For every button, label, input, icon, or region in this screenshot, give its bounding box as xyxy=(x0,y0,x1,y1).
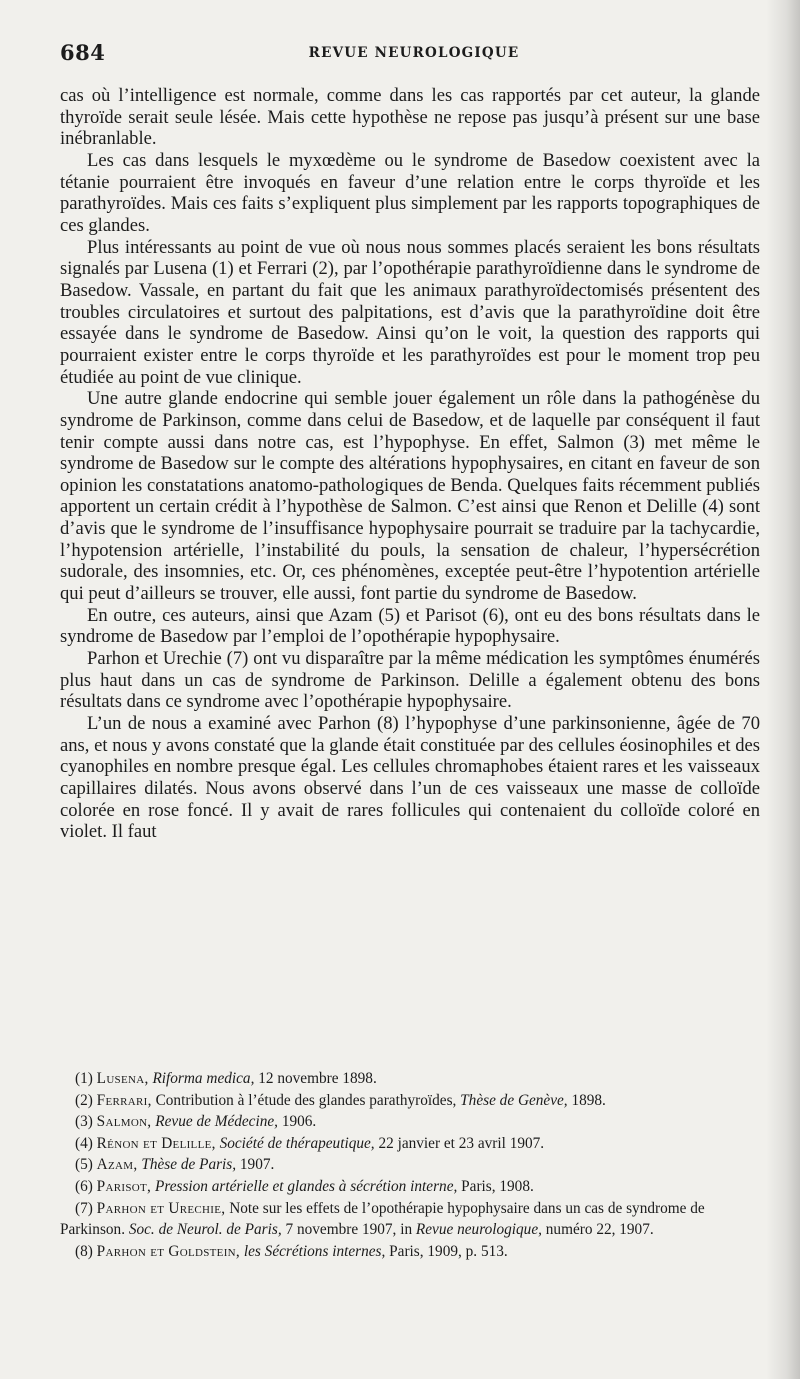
running-title: REVUE NEUROLOGIQUE xyxy=(308,45,520,61)
footnote-detail: 1907. xyxy=(239,1156,275,1174)
footnote-number: (3) xyxy=(75,1113,93,1131)
footnote-detail: 22 janvier et 23 avril 1907. xyxy=(378,1134,545,1152)
footnote-number: (6) xyxy=(75,1177,93,1195)
footnote xyxy=(60,1241,760,1263)
page-header xyxy=(60,40,768,68)
footnote-number: (8) xyxy=(75,1242,93,1260)
footnote xyxy=(60,1133,760,1155)
footnote-title: Thèse de Genève, xyxy=(460,1091,568,1109)
footnote-title: Soc. de Neurol. de Paris, xyxy=(128,1221,282,1239)
footnote-author: Rénon et Delille, xyxy=(96,1134,216,1152)
footnote-author: Salmon, xyxy=(96,1113,152,1131)
footnote-detail: 12 novembre 1898. xyxy=(258,1070,377,1087)
body-text xyxy=(60,85,760,843)
footnote-text: Note sur les effets de l’opothérapie hypophysaire dans un cas de syndrome de Parkinson. xyxy=(60,1199,705,1239)
footnote-detail: 7 novembre 1907, in xyxy=(285,1221,413,1239)
footnote-author: Ferrari, xyxy=(96,1091,152,1109)
footnote-number: (1) xyxy=(75,1070,93,1087)
footnote xyxy=(60,1154,760,1176)
paragraph: Une autre glande endocrine qui semble jouer également un rôle dans la pathogénèse du syndrome de Parkinson, comme dans celui de Basedow, et de laquelle par conséquent il faut tenir compte aussi dans notre cas, est l’hypophyse. En effet, Salmon (3) met même le syndrome de Basedow sur le compte des altérations hypophysaires, en citant en faveur de son opinion les constatations anatomo-pathologiques de Benda. Quelques faits récemment publiés apportent un certain crédit à l’hypothèse de Salmon. C’est ainsi que Renon et Delille (4) sont d’avis que le syndrome de l’insuffisance hypophysaire pourrait se traduire par la tachycardie, l’hypotension artérielle, l’instabilité du pouls, la sensation de chaleur, l’hypersécrétion sudorale, des insomnies, etc. Or, ces phénomènes, exceptée peut-être l’hypotention artérielle qui peut d’ailleurs se trouver, elle aussi, font partie du syndrome de Basedow. xyxy=(60,388,760,605)
footnote-author: Azam, xyxy=(96,1156,138,1174)
footnote xyxy=(60,1111,760,1133)
footnote-title: Société de thérapeutique, xyxy=(219,1134,375,1152)
footnote-detail: 1898. xyxy=(571,1091,606,1109)
footnote-number: (7) xyxy=(75,1199,93,1217)
paragraph: L’un de nous a examiné avec Parhon (8) l’hypophyse d’une parkinsonienne, âgée de 70 ans, et nous y avons constaté que la glande était constituée par des cellules éosinophiles et des cyanophiles en nombre presque égal. Les cellules chromaphobes étaient rares et les vaisseaux capillaires dilatés. Nous avons observé dans l’un de ces vaisseaux une masse de colloïde colorée en rose foncé. Il y avait de rares follicules qui contenaient du colloïde coloré en violet. Il faut xyxy=(60,713,760,843)
footnote-author: Parhon et Urechie, xyxy=(96,1199,226,1217)
footnote-author: Parhon et Goldstein, xyxy=(96,1242,241,1260)
footnote-author: Lusena, xyxy=(96,1070,149,1087)
page-number: 684 xyxy=(60,40,106,65)
footnote-detail: numéro 22, 1907. xyxy=(545,1221,654,1239)
footnote-detail: 1906. xyxy=(281,1113,317,1131)
footnote-title: les Sécrétions internes, xyxy=(243,1242,386,1260)
paragraph: En outre, ces auteurs, ainsi que Azam (5) et Parisot (6), ont eu des bons résultats dans le syndrome de Basedow par l’emploi de l’opothérapie hypophysaire. xyxy=(60,604,760,648)
footnote-title: Revue de Médecine, xyxy=(155,1113,278,1131)
footnote-text: Contribution à l’étude des glandes parathyroïdes, xyxy=(155,1091,457,1109)
footnote-detail: Paris, 1908. xyxy=(461,1177,534,1195)
paragraph: Plus intéressants au point de vue où nous nous sommes placés seraient les bons résultats signalés par Lusena (1) et Ferrari (2), par l’opothérapie parathyroïdienne dans le syndrome de Basedow. Vassale, en partant du fait que les animaux parathyroïdectomisés présentent des troubles circulatoires et surtout des palpitations, est d’avis que la parathyroïdine doit être essayée dans le syndrome de Basedow. Ainsi qu’on le voit, la question des rapports qui pourraient exister entre le corps thyroïde et les parathyroïdes est pour le moment trop peu étudiée au point de vue clinique. xyxy=(60,236,760,388)
footnote xyxy=(60,1198,760,1241)
footnote-title: Riforma medica, xyxy=(152,1070,255,1087)
footnote xyxy=(60,1068,760,1090)
footnote-number: (2) xyxy=(75,1091,93,1109)
footnote-title: Revue neurologique, xyxy=(415,1221,542,1239)
page-edge-shadow xyxy=(766,0,800,1379)
footnote-detail: Paris, 1909, p. 513. xyxy=(389,1242,508,1260)
footnote-number: (5) xyxy=(75,1156,93,1174)
footnote xyxy=(60,1090,760,1112)
paragraph: Les cas dans lesquels le myxœdème ou le syndrome de Basedow coexistent avec la tétanie pourraient être invoqués en faveur d’une relation entre le corps thyroïde et les parathyroïdes. Mais ces faits s’expliquent plus simplement par les rapports topographiques de ces glandes. xyxy=(60,149,760,236)
footnotes xyxy=(60,1068,760,1262)
footnote-author: Parisot, xyxy=(96,1177,152,1195)
footnote-title: Pression artérielle et glandes à sécrétion interne, xyxy=(154,1177,458,1195)
paragraph: cas où l’intelligence est normale, comme dans les cas rapportés par cet auteur, la glande thyroïde serait seule lésée. Mais cette hypothèse ne repose pas jusqu’à présent sur une base inébranlable. xyxy=(60,85,760,150)
paragraph: Parhon et Urechie (7) ont vu disparaître par la même médication les symptômes énumérés plus haut dans un cas de syndrome de Parkinson. Delille a également obtenu des bons résultats dans ce syndrome avec l’opothérapie hypophysaire. xyxy=(60,648,760,713)
footnote-title: Thèse de Paris, xyxy=(141,1156,237,1174)
footnote xyxy=(60,1176,760,1198)
footnote-number: (4) xyxy=(75,1134,93,1152)
